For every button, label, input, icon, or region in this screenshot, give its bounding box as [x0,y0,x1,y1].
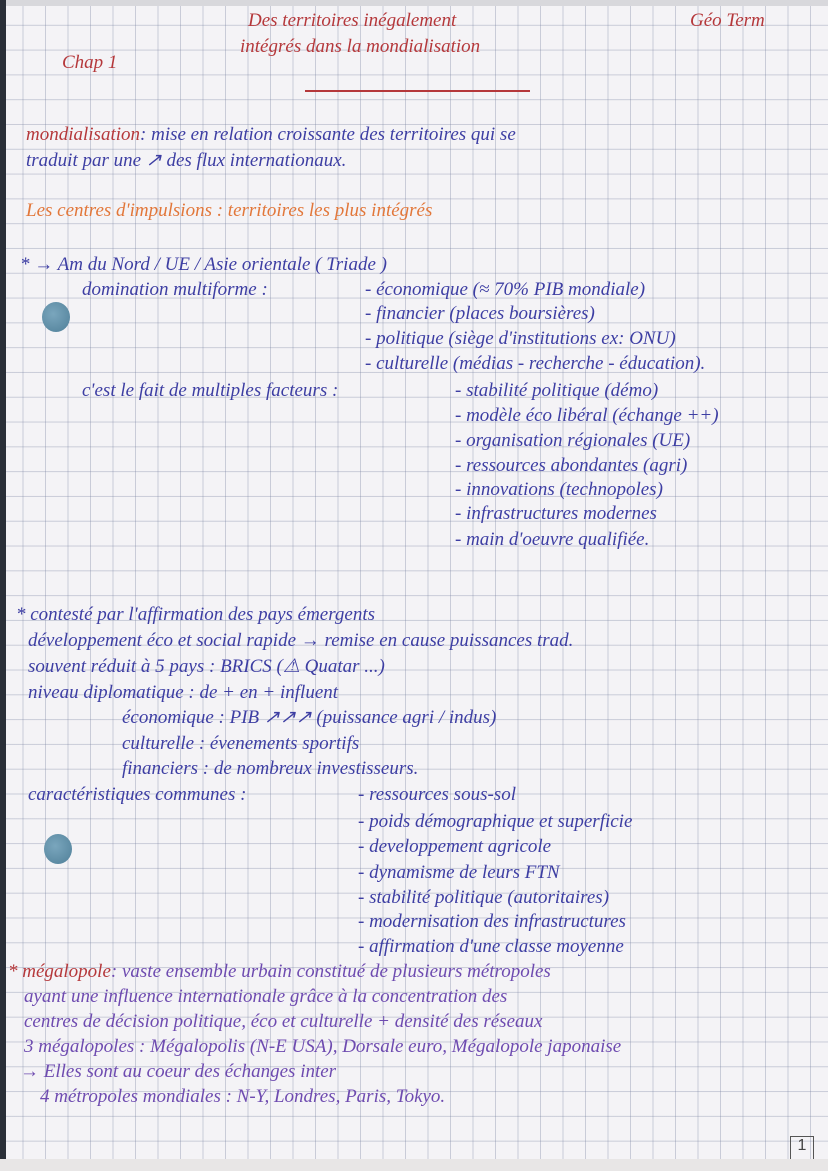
common-item: - ressources sous-sol [358,784,516,805]
common-item: - stabilité politique (autoritaires) [358,887,610,908]
megalopole-line: ayant une influence internationale grâce à la concentration des [24,986,508,1007]
definition-line-2: traduit par une ↗ des flux internationaux. [26,150,347,171]
common-item: - dynamisme de leurs FTN [358,862,560,883]
definition-term: mondialisation [26,124,141,145]
factor-item: - innovations (technopoles) [455,479,663,500]
megalopole-text: : vaste ensemble urbain constitué de plusieurs métropoles [110,961,551,982]
page-edge-bottom [0,1159,828,1171]
emergents-line: développement éco et social rapide → remise en cause puissances trad. [28,630,574,651]
megalopole-line: centres de décision politique, éco et culturelle + densité des réseaux [24,1011,543,1032]
emergents-sub-line: culturelle : évenements sportifs [122,733,360,754]
domination-item: - politique (siège d'institutions ex: ONU) [365,328,676,349]
megalopole-term: * mégalopole [8,961,111,982]
common-item: - modernisation des infrastructures [358,911,626,932]
megalopole-line: → Elles sont au coeur des échanges inter [20,1061,337,1082]
megalopole-line: 4 métropoles mondiales : N-Y, Londres, Paris, Tokyo. [40,1086,446,1107]
megalopole-definition [8,961,551,983]
definition-line-1 [26,124,516,146]
domination-item: - culturelle (médias - recherche - éducation). [365,353,706,374]
common-label: caractéristiques communes : [28,784,247,805]
emergents-line: niveau diplomatique : de + en + influent [28,682,339,703]
emergents-sub-line: financiers : de nombreux investisseurs. [122,758,419,779]
common-item: - poids démographique et superficie [358,811,633,832]
factor-item: - main d'oeuvre qualifiée. [455,529,650,550]
factor-item: - modèle éco libéral (échange ++) [455,405,719,426]
megalopole-line: 3 mégalopoles : Mégalopolis (N-E USA), Dorsale euro, Mégalopole japonaise [24,1036,622,1057]
emergents-line: souvent réduit à 5 pays : BRICS (⚠ Quatar ...) [28,656,385,677]
factor-item: - infrastructures modernes [455,503,657,524]
domination-item: - économique (≈ 70% PIB mondiale) [365,279,646,300]
binder-hole [42,302,70,332]
factor-item: - organisation régionales (UE) [455,430,691,451]
emergents-line: * contesté par l'affirmation des pays émergents [16,604,376,625]
domination-item: - financier (places boursières) [365,303,595,324]
common-item: - affirmation d'une classe moyenne [358,936,624,957]
domination-label: domination multiforme : [82,279,268,300]
factors-label: c'est le fait de multiples facteurs : [82,380,339,401]
page-number: 1 [790,1136,814,1159]
title-line-2: intégrés dans la mondialisation [240,36,481,57]
factor-item: - ressources abondantes (agri) [455,455,688,476]
page-edge-top [0,0,828,6]
binder-hole [44,834,72,864]
title-underline [305,90,530,92]
page-edge-left [0,0,6,1171]
chapter-label: Chap 1 [62,52,118,73]
title-line-1: Des territoires inégalement [248,10,457,31]
emergents-sub-line: économique : PIB ↗↗↗ (puissance agri / indus) [122,707,497,728]
subject-label: Géo Term [690,10,765,31]
centres-line: * → Am du Nord / UE / Asie orientale ( Triade ) [20,254,387,275]
definition-text: : mise en relation croissante des territoires qui se [140,124,516,145]
factor-item: - stabilité politique (démo) [455,380,659,401]
section-heading: Les centres d'impulsions : territoires les plus intégrés [26,200,433,221]
common-item: - developpement agricole [358,836,552,857]
